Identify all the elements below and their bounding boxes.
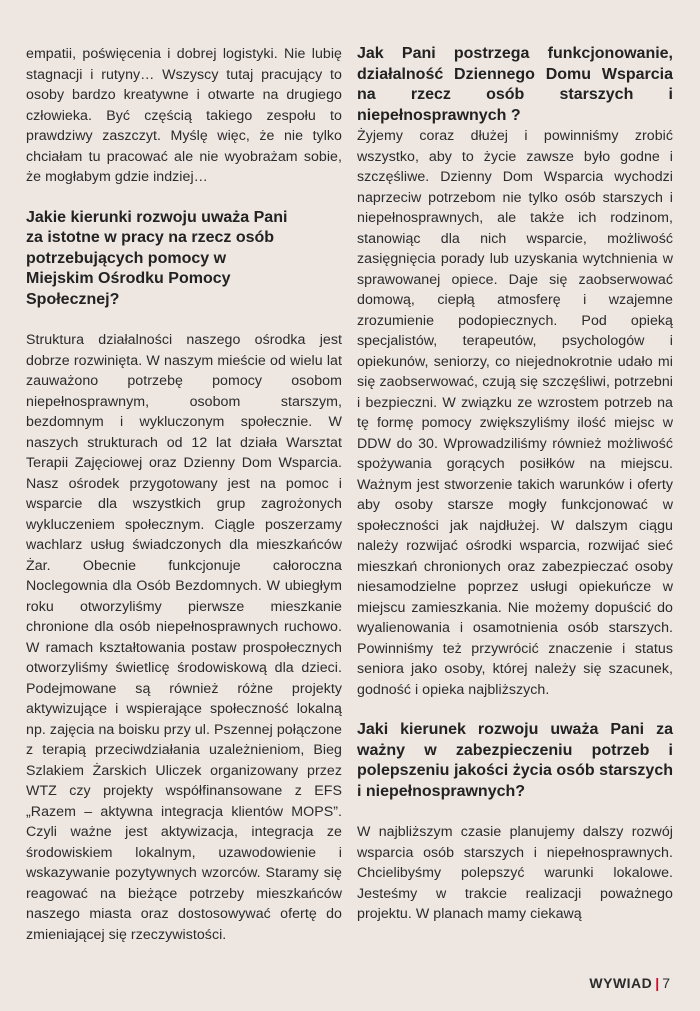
right-column — [357, 44, 673, 925]
footer-separator: | — [655, 975, 660, 991]
question-heading-day-care-house: Jak Pani postrzega funkcjonowanie, działalność Dziennego Domu Wsparcia na rzecz osób starszych i niepełnosprawnych ? — [357, 45, 673, 124]
answer-paragraph-development-directions: Struktura działalności naszego ośrodka jest dobrze rozwinięta. W naszym mieście od wielu lat zauważono potrzebę pomocy osobom niepełnosprawnym, osobom starszym, bezdomnym i wykluczonym społecznie. W naszych strukturach od 12 lat działa Warsztat Terapii Zajęciowej oraz Dzienny Dom Wsparcia. Nasz ośrodek przygotowany jest na pomoc i wsparcie dla wszystkich grup zagrożonych wykluczeniem społecznym. Ciągle poszerzamy wachlarz usług świadczonych dla mieszkańców Żar. Obecnie funkcjonuje całoroczna Noclegownia dla Osób Bezdomnych. W ubiegłym roku otworzyliśmy pierwsze mieszkanie chronione dla osób niepełnosprawnych ruchowo. W ramach kształtowania postaw prospołecznych otworzyliśmy świetlicę środowiskową dla dzieci. Podejmowane są również różne projekty aktywizujące i wspierające społeczność lokalną np. zajęcia na boisku przy ul. Pszennej połączone z terapią przeciwdziałania uzależnieniom, Bieg Szlakiem Żarskich Uliczek organizowany przez WTZ czy projekty współfinansowane z EFS „Razem – aktywna integracja klientów MOPS”. Czyli ważne jest aktywizacja, integracja ze środowiskiem lokalnym, uzawodowienie i wskazywanie pozytywnych wzorców. Staramy się reagować na bieżące potrzeby mieszkańców naszego miasta oraz dostosowywać ofertę do zmieniającej się rzeczywistości. — [26, 332, 342, 943]
section-label: WYWIAD — [589, 975, 653, 991]
page-footer — [589, 974, 670, 992]
answer-paragraph-quality-of-life: W najbliższym czasie planujemy dalszy rozwój wsparcia osób starszych i niepełnosprawnych. Chcielibyśmy polepszyć warunki lokalowe. Jesteśmy w trakcie realizacji poważnego projektu. W planach mamy ciekawą — [357, 824, 673, 922]
question-heading-quality-of-life: Jaki kierunek rozwoju uważa Pani za ważny w zabezpieczeniu potrzeb i polepszeniu jakości życia osób starszych i niepełnosprawnych? — [357, 721, 673, 800]
left-column — [26, 44, 342, 945]
question-heading-development-directions: Jakie kierunki rozwoju uważa Pani za istotne w pracy na rzecz osób potrzebujących pomocy w Miejskim Ośrodku Pomocy Społecznej? — [26, 208, 288, 308]
intro-paragraph: empatii, poświęcenia i dobrej logistyki. Nie lubię stagnacji i rutyny… Wszyscy tutaj pracujący to osoby bardzo kreatywne i otwarte na drugiego człowieka. Być częścią takiego zespołu to prawdziwy zaszczyt. Myślę więc, że nie tylko chciałam tu pracować ale nie wyobrażam sobie, że mogłabym gdzie indziej… — [26, 46, 342, 185]
answer-paragraph-day-care-house: Żyjemy coraz dłużej i powinniśmy zrobić wszystko, aby to życie zawsze było godne i szczęśliwe. Dzienny Dom Wsparcia wychodzi naprzeciw potrzebom nie tylko osób starszych i niepełnosprawnych, ale także ich rodzinom, stanowiąc dla nich wsparcie, możliwość zasięgnięcia porady lub uzyskania wytchnienia w sprawowanej opiece. Daje się zaobserwować domową, ciepłą atmosferę i wzajemne zrozumienie podopiecznych. Pod opieką specjalistów, terapeutów, psychologów i opiekunów, seniorzy, co niejednokrotnie udało mi się zaobserwować, czują się szczęśliwi, potrzebni i bezpieczni. W związku ze wzrostem potrzeb na tę formę pomocy zwiększyliśmy ilość miejsc w DDW do 30. Wprowadziliśmy również możliwość spożywania gorących posiłków na miejscu. Ważnym jest stworzenie takich warunków i oferty aby osoby starsze mogły funkcjonować w społeczności jak najdłużej. W dalszym ciągu należy rozwijać ośrodki wsparcia, rozwijać sieć mieszkań chronionych oraz zabezpieczać osoby niesamodzielne poprzez usługi opiekuńcze w miejscu zamieszkania. Nie możemy dopuścić do wyalienowania i osamotnienia osób starszych. Powinniśmy też przywrócić znaczenie i status seniora jako osoby, której należy się szacunek, godność i opieka najbliższych. — [357, 128, 673, 698]
page-number: 7 — [662, 975, 670, 991]
